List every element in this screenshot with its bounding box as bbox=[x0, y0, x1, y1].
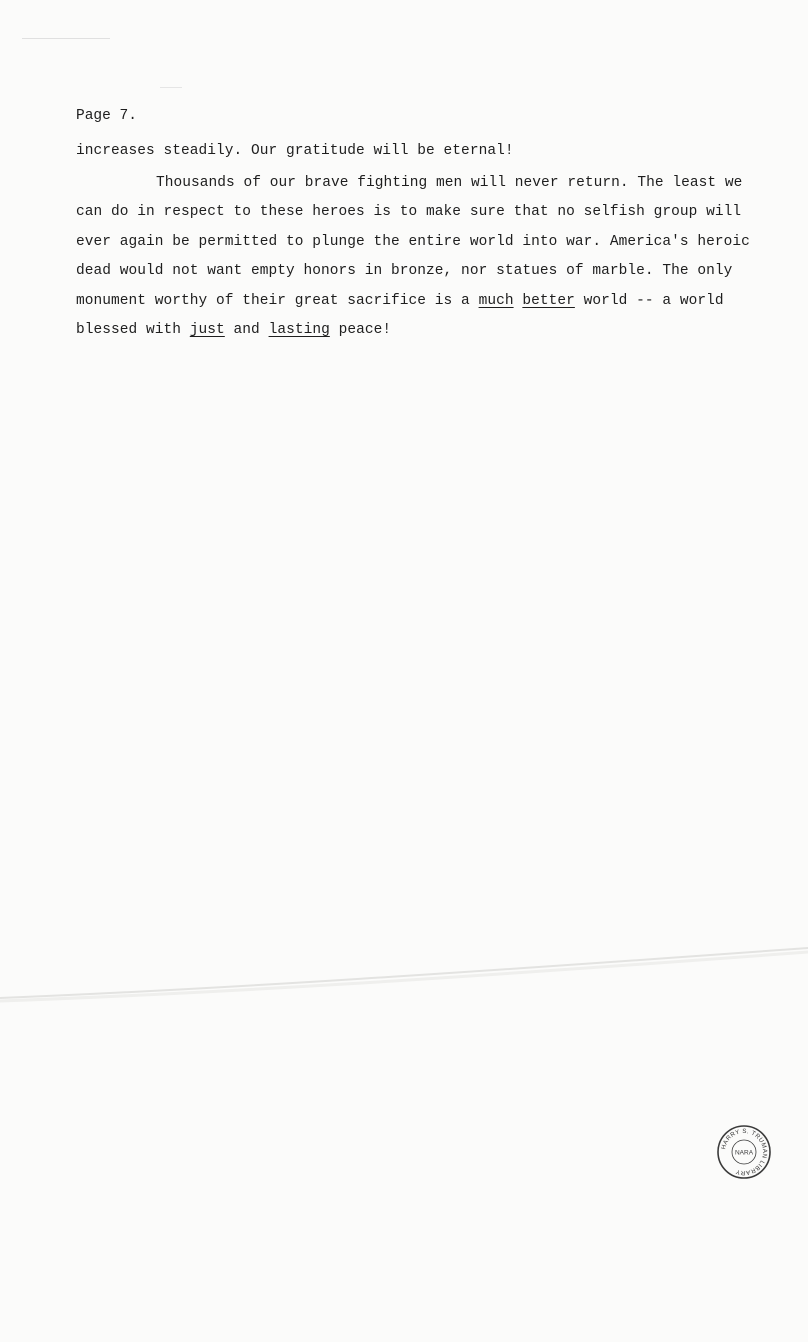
underlined-word: better bbox=[522, 292, 575, 309]
underlined-word: much bbox=[478, 292, 514, 309]
paper-fold-crease bbox=[0, 940, 808, 1020]
underlined-word: just bbox=[189, 322, 225, 339]
body-text bbox=[76, 137, 696, 166]
paragraph-line: ever again be permitted to plunge the entire world into war. America's heroic bbox=[76, 233, 750, 250]
paragraph-line: increases steadily. Our gratitude will be eternal! bbox=[76, 143, 514, 159]
text-run: blessed with bbox=[76, 322, 190, 339]
svg-text:NARA bbox=[735, 1150, 754, 1157]
underlined-word: lasting bbox=[268, 322, 330, 339]
text-run: world -- a world bbox=[574, 292, 724, 309]
paragraph-line bbox=[76, 287, 724, 316]
library-seal-stamp bbox=[716, 1124, 772, 1180]
paragraph-line: can do in respect to these heroes is to make sure that no selfish group will bbox=[76, 204, 742, 221]
seal-arc-text: HARRY S. TRUMAN LIBRARY bbox=[720, 1127, 769, 1177]
paragraph-line: Thousands of our brave fighting men will never return. The least we bbox=[156, 175, 743, 191]
paragraph-line: dead would not want empty honors in bronze, nor statues of marble. The only bbox=[76, 263, 733, 280]
seal-center-text: NARA bbox=[734, 1149, 754, 1157]
scan-mark bbox=[160, 87, 182, 88]
text-run: and bbox=[224, 322, 269, 339]
page-number-label: Page 7. bbox=[76, 108, 137, 124]
paragraph-line bbox=[76, 316, 696, 345]
text-run: monument worthy of their great sacrifice is a bbox=[76, 292, 479, 309]
text-run: peace! bbox=[329, 322, 392, 339]
scan-mark bbox=[22, 38, 110, 39]
body-paragraph bbox=[76, 169, 750, 345]
